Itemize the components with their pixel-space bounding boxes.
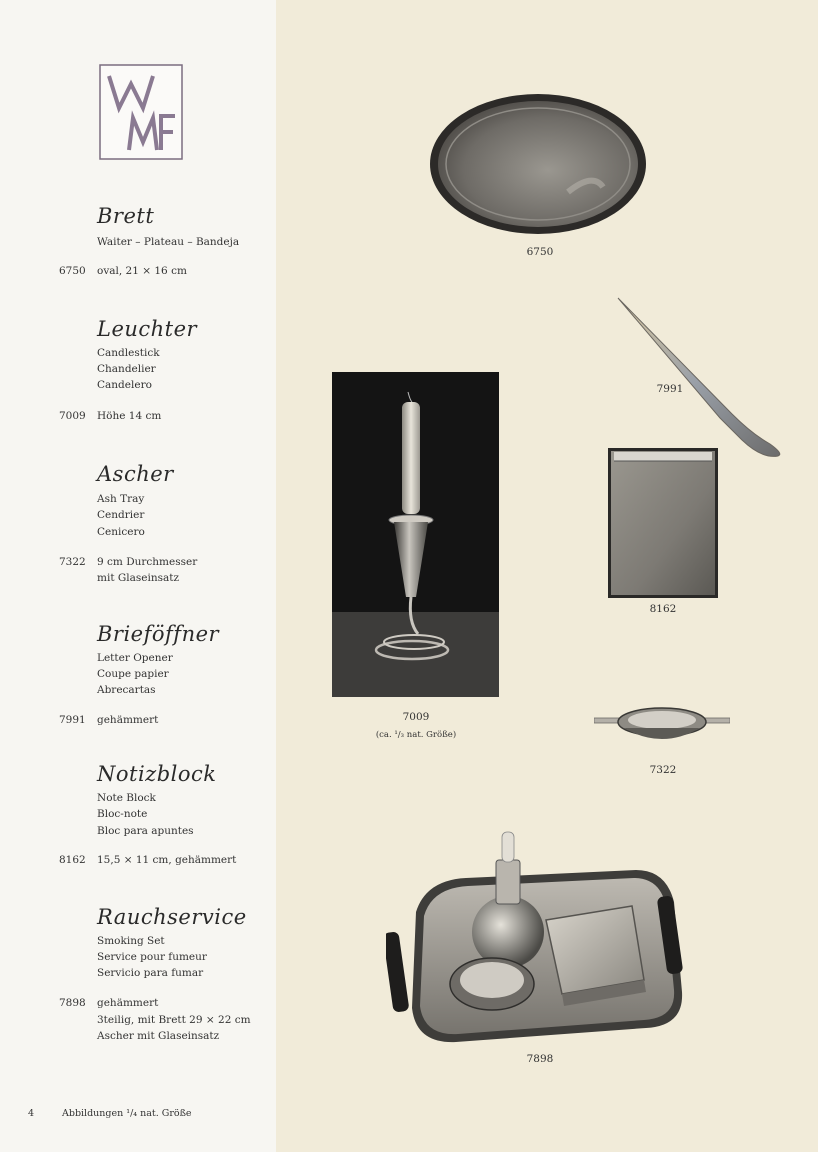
rauchservice-name-en: Smoking Set <box>97 935 165 947</box>
rauchservice-name-es: Servicio para fumar <box>97 967 204 979</box>
rauchservice-detail-2: 3teilig, mit Brett 29 × 22 cm <box>97 1014 251 1026</box>
rauchservice-name-fr: Service pour fumeur <box>97 951 207 963</box>
page-number: 4 <box>28 1108 35 1119</box>
brieföffner-number: 7991 <box>59 714 86 726</box>
text-column <box>0 0 276 1152</box>
ascher-detail-1: 9 cm Durchmesser <box>97 556 198 568</box>
section-title-notizblock: Notizblock <box>97 762 217 786</box>
leuchter-number: 7009 <box>59 410 86 422</box>
leuchter-name-es: Candelero <box>97 379 152 391</box>
smoking-set-image <box>386 822 692 1048</box>
section-title-rauchservice: Rauchservice <box>97 905 247 929</box>
caption-7322: 7322 <box>649 764 677 776</box>
rauchservice-number: 7898 <box>59 997 86 1009</box>
ascher-name-en: Ash Tray <box>97 493 145 505</box>
ascher-number: 7322 <box>59 556 86 568</box>
notizblock-name-en: Note Block <box>97 792 156 804</box>
ashtray-image <box>594 702 730 752</box>
footer-note: Abbildungen ¹/₄ nat. Größe <box>62 1108 192 1119</box>
caption-7009-note: (ca. ¹/₃ nat. Größe) <box>375 730 457 740</box>
section-title-brieföffner: Brieföffner <box>97 622 220 646</box>
notizblock-number: 8162 <box>59 854 86 866</box>
ascher-name-es: Cenicero <box>97 526 145 538</box>
caption-8162: 8162 <box>649 603 677 615</box>
brieföffner-name-en: Letter Opener <box>97 652 173 664</box>
caption-7898: 7898 <box>526 1053 554 1065</box>
rauchservice-detail-1: gehämmert <box>97 997 159 1009</box>
brett-number: 6750 <box>59 265 86 277</box>
letter-opener-image <box>612 294 788 460</box>
ascher-detail-2: mit Glaseinsatz <box>97 572 180 584</box>
brieföffner-detail: gehämmert <box>97 714 159 726</box>
section-title-ascher: Ascher <box>97 462 174 486</box>
caption-7991: 7991 <box>656 383 684 395</box>
notizblock-name-fr: Bloc-note <box>97 808 148 820</box>
notepad-image <box>608 448 718 598</box>
rauchservice-detail-3: Ascher mit Glaseinsatz <box>97 1030 220 1042</box>
brieföffner-name-fr: Coupe papier <box>97 668 169 680</box>
section-title-leuchter: Leuchter <box>97 317 198 341</box>
leuchter-name-en: Candlestick <box>97 347 160 359</box>
caption-6750: 6750 <box>526 246 554 258</box>
section-title-brett: Brett <box>97 204 155 228</box>
brieföffner-name-es: Abrecartas <box>97 684 156 696</box>
leuchter-detail: Höhe 14 cm <box>97 410 162 422</box>
caption-7009: 7009 <box>402 711 430 723</box>
brett-names: Waiter – Plateau – Bandeja <box>97 236 240 248</box>
notizblock-detail: 15,5 × 11 cm, gehämmert <box>97 854 237 866</box>
notizblock-name-es: Bloc para apuntes <box>97 825 194 837</box>
leuchter-name-fr: Chandelier <box>97 363 156 375</box>
wmf-logo <box>99 64 183 160</box>
brett-detail: oval, 21 × 16 cm <box>97 265 187 277</box>
ascher-name-fr: Cendrier <box>97 509 145 521</box>
oval-tray-image <box>428 92 648 237</box>
candlestick-photo <box>332 372 499 697</box>
